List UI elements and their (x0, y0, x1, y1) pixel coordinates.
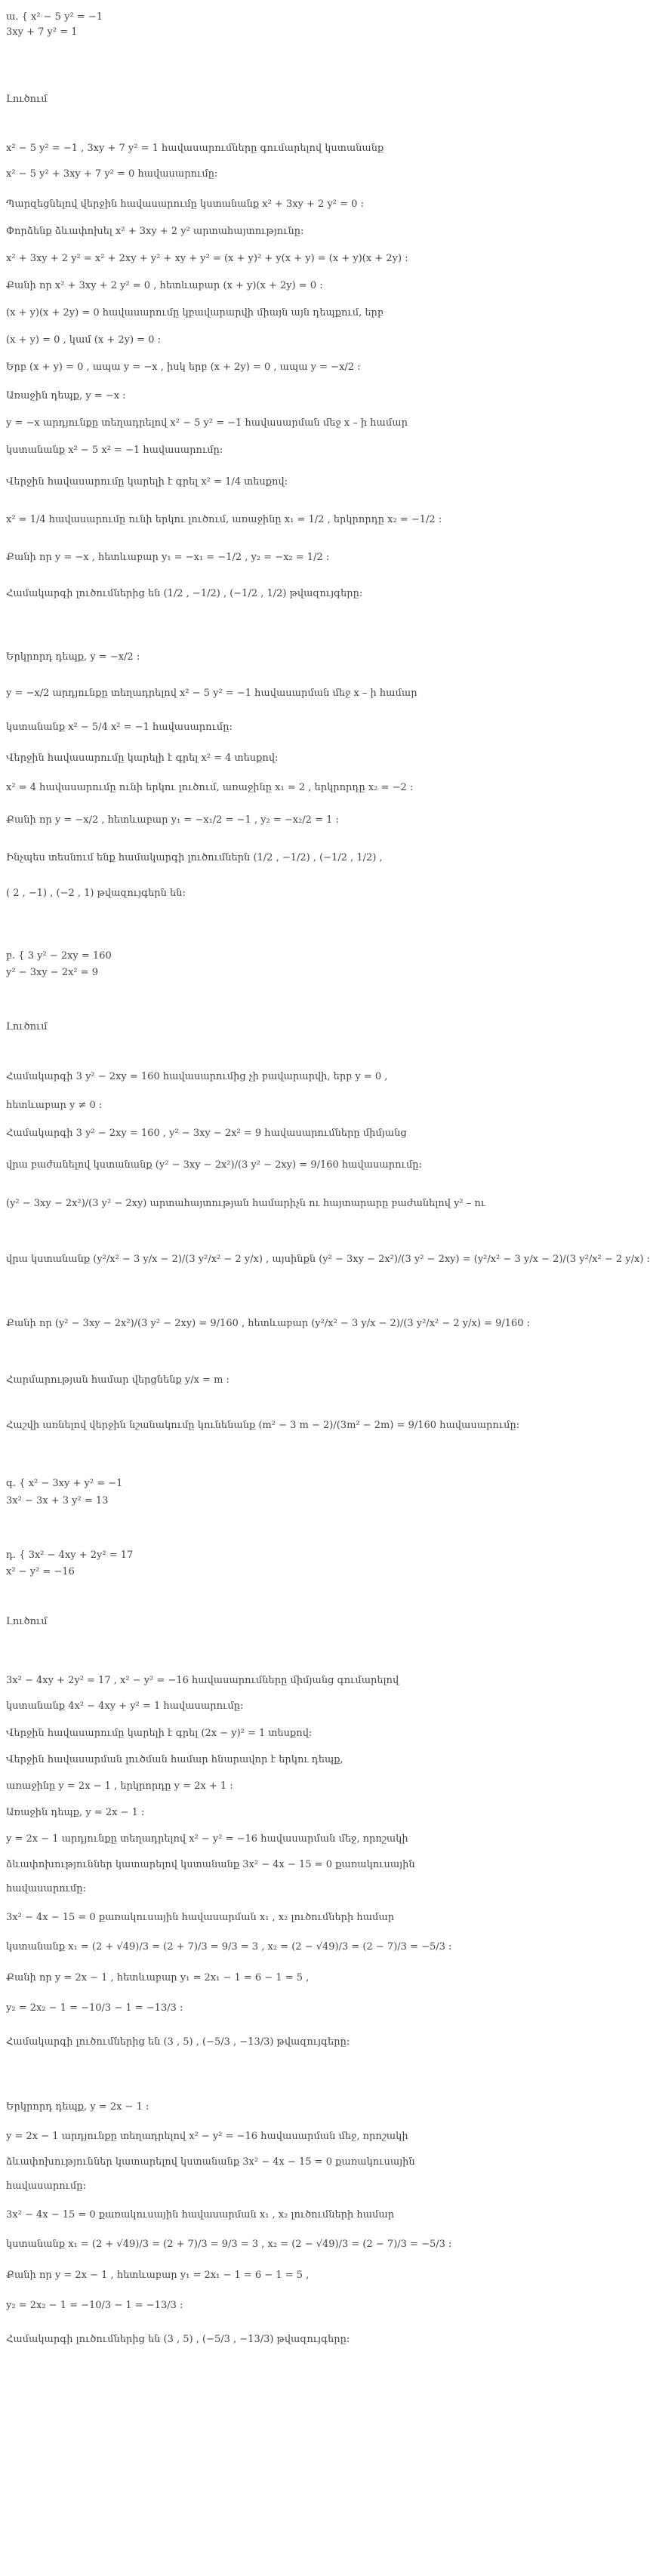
text-line: Առաջին դեպք, y = −x : (6, 390, 126, 402)
text-line: Առաջին դեպք, y = 2x − 1 : (6, 1807, 145, 1818)
text-line: Պարզեցնելով վերջին հավասարումը կստանանք x² + 3xy + 2 y² = 0 : (6, 199, 364, 210)
text-line: Լուծում (6, 94, 48, 105)
text-line: 3x² − 3x + 3 y² = 13 (6, 1495, 109, 1507)
text-line: x² = 1/4 հավասարումը ունի երկու լուծում, առաջինը x₁ = 1/2 , երկրորդը x₂ = −1/2 : (6, 514, 442, 525)
text-line: (x + y)(x + 2y) = 0 հավասարումը կբավարարվի միայն այն դեպքում, երբ (6, 307, 384, 319)
text-line: կստանանք x² − 5 x² = −1 հավասարումը: (6, 445, 223, 456)
text-line: Երբ (x + y) = 0 , ապա y = −x , իսկ երբ (x + 2y) = 0 , ապա y = −x/2 : (6, 362, 361, 373)
text-line: Վերջին հավասարումը կարելի է գրել x² = 4 տեսքով: (6, 752, 279, 764)
text-line: կստանանք x₁ = (2 + √49)/3 = (2 + 7)/3 = 9/3 = 3 , x₂ = (2 − √49)/3 = (2 − 7)/3 = −5/3 : (6, 2239, 452, 2250)
text-line: 3x² − 4x − 15 = 0 քառակուսային հավասարման x₁ , x₂ լուծումների համար (6, 2209, 395, 2221)
text-line: Լուծում (6, 1616, 48, 1627)
text-line: Երկրորդ դեպք, y = −x/2 : (6, 651, 140, 663)
text-line: 3xy + 7 y² = 1 (6, 26, 78, 38)
text-line: Համակարգի լուծումներից են (3 , 5) , (−5/3 , −13/3) թվազույգերը: (6, 2334, 350, 2345)
text-line: Քանի որ y = −x , հետևաբար y₁ = −x₁ = −1/2 , y₂ = −x₂ = 1/2 : (6, 552, 330, 563)
text-line: Ինչպես տեսնում ենք համակարգի լուծումներն (1/2 , −1/2) , (−1/2 , 1/2) , (6, 852, 383, 863)
text-line: y = 2x − 1 արդյունքը տեղադրելով x² − y² = −16 հավասարման մեջ, որոշակի (6, 2131, 408, 2142)
text-line: հետևաբար y ≠ 0 : (6, 1100, 103, 1111)
text-line: ( 2 , −1) , (−2 , 1) թվազույգերն են: (6, 888, 186, 899)
text-line: դ. { 3x² − 4xy + 2y² = 17 (6, 1550, 134, 1561)
text-line: Վերջին հավասարումը կարելի է գրել x² = 1/4 տեսքով: (6, 476, 288, 488)
text-line: Համակարգի 3 y² − 2xy = 160 , y² − 3xy − 2x² = 9 հավասարումները միմյանց (6, 1128, 407, 1139)
text-line: վրա բաժանելով կստանանք (y² − 3xy − 2x²)/(3 y² − 2xy) = 9/160 հավասարումը: (6, 1159, 422, 1171)
text-line: Քանի որ y = −x/2 , հետևաբար y₁ = −x₁/2 = −1 , y₂ = −x₂/2 = 1 : (6, 814, 339, 826)
text-line: Քանի որ (y² − 3xy − 2x²)/(3 y² − 2xy) = 9/160 , հետևաբար (y²/x² − 3 y/x − 2)/(3 y²/x² − 2 y/x) = 9/160 : (6, 1318, 531, 1329)
text-line: կստանանք x₁ = (2 + √49)/3 = (2 + 7)/3 = 9/3 = 3 , x₂ = (2 − √49)/3 = (2 − 7)/3 = −5/3 : (6, 1941, 452, 1953)
text-line: y₂ = 2x₂ − 1 = −10/3 − 1 = −13/3 : (6, 2002, 183, 2014)
text-line: x² + 3xy + 2 y² = x² + 2xy + y² + xy + y² = (x + y)² + y(x + y) = (x + y)(x + 2y) : (6, 253, 408, 264)
text-line: ձևափոխություններ կատարելով կստանանք 3x² − 4x − 15 = 0 քառակուսային (6, 2156, 415, 2168)
text-line: գ. { x² − 3xy + y² = −1 (6, 1478, 123, 1489)
text-line: 3x² − 4xy + 2y² = 17 , x² − y² = −16 հավասարումները միմյանց գումարելով (6, 1675, 399, 1686)
text-line: y = −x/2 արդյունքը տեղադրելով x² − 5 y² = −1 հավասարման մեջ x – ի համար (6, 688, 417, 699)
text-line: վրա կստանանք (y²/x² − 3 y/x − 2)/(3 y²/x² − 2 y/x) , այսինքն (y² − 3xy − 2x²)/(3 y² − 2xy) = (y²/x² − 3 y/x − 2)/(3 y²/x² − 2 y/x) : (6, 1254, 650, 1265)
text-line: ձևափոխություններ կատարելով կստանանք 3x² − 4x − 15 = 0 քառակուսային (6, 1859, 415, 1870)
text-line: կստանանք x² − 5/4 x² = −1 հավասարումը: (6, 722, 233, 733)
text-line: Վերջին հավասարման լուծման համար հնարավոր է երկու դեպք, (6, 1754, 343, 1765)
text-line: Քանի որ y = 2x − 1 , հետևաբար y₁ = 2x₁ − 1 = 6 − 1 = 5 , (6, 2270, 310, 2281)
text-line: Համակարգի լուծումներից են (1/2 , −1/2) , (−1/2 , 1/2) թվազույգերը: (6, 588, 363, 599)
text-line: Համակարգի 3 y² − 2xy = 160 հավասարումից չի բավարարվի, երբ y = 0 , (6, 1071, 388, 1082)
text-line: Հարմարության համար վերցնենք y/x = m : (6, 1374, 230, 1386)
text-line: Քանի որ x² + 3xy + 2 y² = 0 , հետևաբար (x + y)(x + 2y) = 0 : (6, 280, 323, 291)
text-line: y = −x արդյունքը տեղադրելով x² − 5 y² = −1 հավասարման մեջ x – ի համար (6, 417, 408, 429)
text-line: առաջինը y = 2x − 1 , երկրորդը y = 2x + 1 : (6, 1780, 233, 1792)
text-line: Համակարգի լուծումներից են (3 , 5) , (−5/3 , −13/3) թվազույգերը: (6, 2036, 350, 2048)
text-line: Երկրորդ դեպք, y = 2x − 1 : (6, 2101, 149, 2113)
text-line: y² − 3xy − 2x² = 9 (6, 967, 99, 978)
text-line: 3x² − 4x − 15 = 0 քառակուսային հավասարման x₁ , x₂ լուծումների համար (6, 1912, 395, 1923)
text-line: ա. { x² − 5 y² = −1 (6, 11, 103, 23)
text-line: x² − 5 y² = −1 , 3xy + 7 y² = 1 հավասարումները գումարելով կստանանք (6, 143, 384, 154)
text-line: Քանի որ y = 2x − 1 , հետևաբար y₁ = 2x₁ − 1 = 6 − 1 = 5 , (6, 1972, 310, 1984)
text-line: հավասարումը: (6, 1883, 86, 1894)
text-line: x² − 5 y² + 3xy + 7 y² = 0 հավասարումը: (6, 168, 218, 180)
text-line: հավասարումը: (6, 2181, 86, 2192)
text-line: Հաշվի առնելով վերջին նշանակումը կունենանք (m² − 3 m − 2)/(3m² − 2m) = 9/160 հավասարումը: (6, 1420, 520, 1431)
text-line: Վերջին հավասարումը կարելի է գրել (2x − y)² = 1 տեսքով: (6, 1728, 313, 1739)
text-line: x² = 4 հավասարումը ունի երկու լուծում, առաջինը x₁ = 2 , երկրորդը x₂ = −2 : (6, 782, 414, 793)
text-line: x² − y² = −16 (6, 1566, 75, 1577)
text-line: y₂ = 2x₂ − 1 = −10/3 − 1 = −13/3 : (6, 2300, 183, 2311)
text-line: կստանանք 4x² − 4xy + y² = 1 հավասարումը: (6, 1700, 244, 1712)
text-line: Լուծում (6, 1021, 48, 1033)
text-line: (y² − 3xy − 2x²)/(3 y² − 2xy) արտահայտության համարիչն ու հայտարարը բաժանելով y² – ու (6, 1198, 486, 1209)
text-line: (x + y) = 0 , կամ (x + 2y) = 0 : (6, 334, 161, 346)
text-line: բ. { 3 y² − 2xy = 160 (6, 950, 112, 962)
text-line: Փորձենք ձևափոխել x² + 3xy + 2 y² արտահայտությունը: (6, 226, 304, 237)
text-line: y = 2x − 1 արդյունքը տեղադրելով x² − y² = −16 հավասարման մեջ, որոշակի (6, 1833, 408, 1845)
